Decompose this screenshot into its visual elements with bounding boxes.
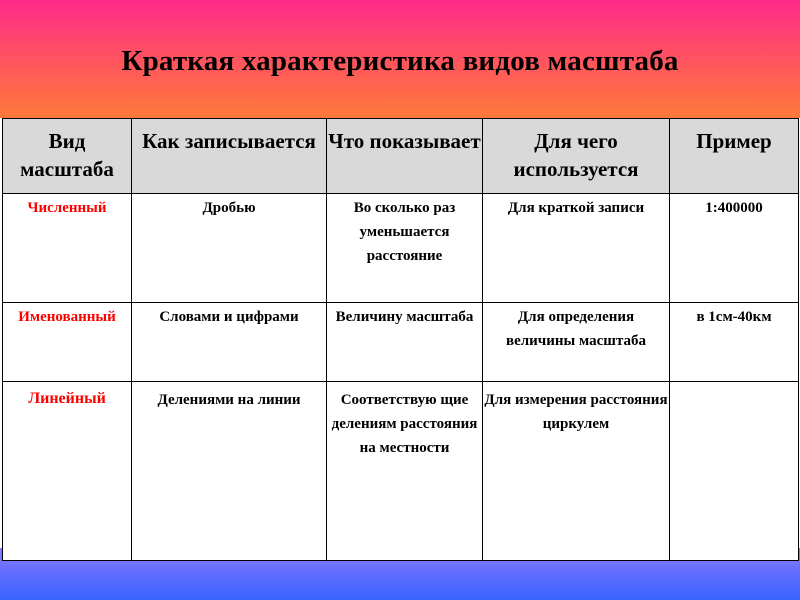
scale-types-table (2, 118, 799, 561)
what-shows-cell: Во сколько раз уменьшается расстояние (327, 194, 483, 303)
example-cell: 1:400000 (670, 194, 799, 303)
header-example: Пример (670, 119, 799, 194)
scale-name-cell: Линейный (3, 382, 132, 561)
table-header-row (3, 119, 799, 194)
header-scale-type: Вид масштаба (3, 119, 132, 194)
header-what-shows: Что показывает (327, 119, 483, 194)
header-purpose: Для чего используется (483, 119, 670, 194)
scale-name-cell: Именованный (3, 303, 132, 382)
table-row (3, 303, 799, 382)
example-cell: в 1см-40км (670, 303, 799, 382)
slide-title: Краткая характеристика видов масштаба (121, 45, 679, 77)
table-row (3, 382, 799, 561)
what-shows-cell: Величину масштаба (327, 303, 483, 382)
example-cell (670, 382, 799, 561)
purpose-cell: Для краткой записи (483, 194, 670, 303)
header-how-written: Как записывается (132, 119, 327, 194)
table-row (3, 194, 799, 303)
what-shows-cell: Соответствую щие делениям расстояния на местности (327, 382, 483, 561)
how-written-cell: Словами и цифрами (132, 303, 327, 382)
purpose-cell: Для измерения расстояния циркулем (483, 382, 670, 561)
how-written-cell: Делениями на линии (132, 382, 327, 561)
purpose-cell: Для определения величины масштаба (483, 303, 670, 382)
scale-name-cell: Численный (3, 194, 132, 303)
how-written-cell: Дробью (132, 194, 327, 303)
